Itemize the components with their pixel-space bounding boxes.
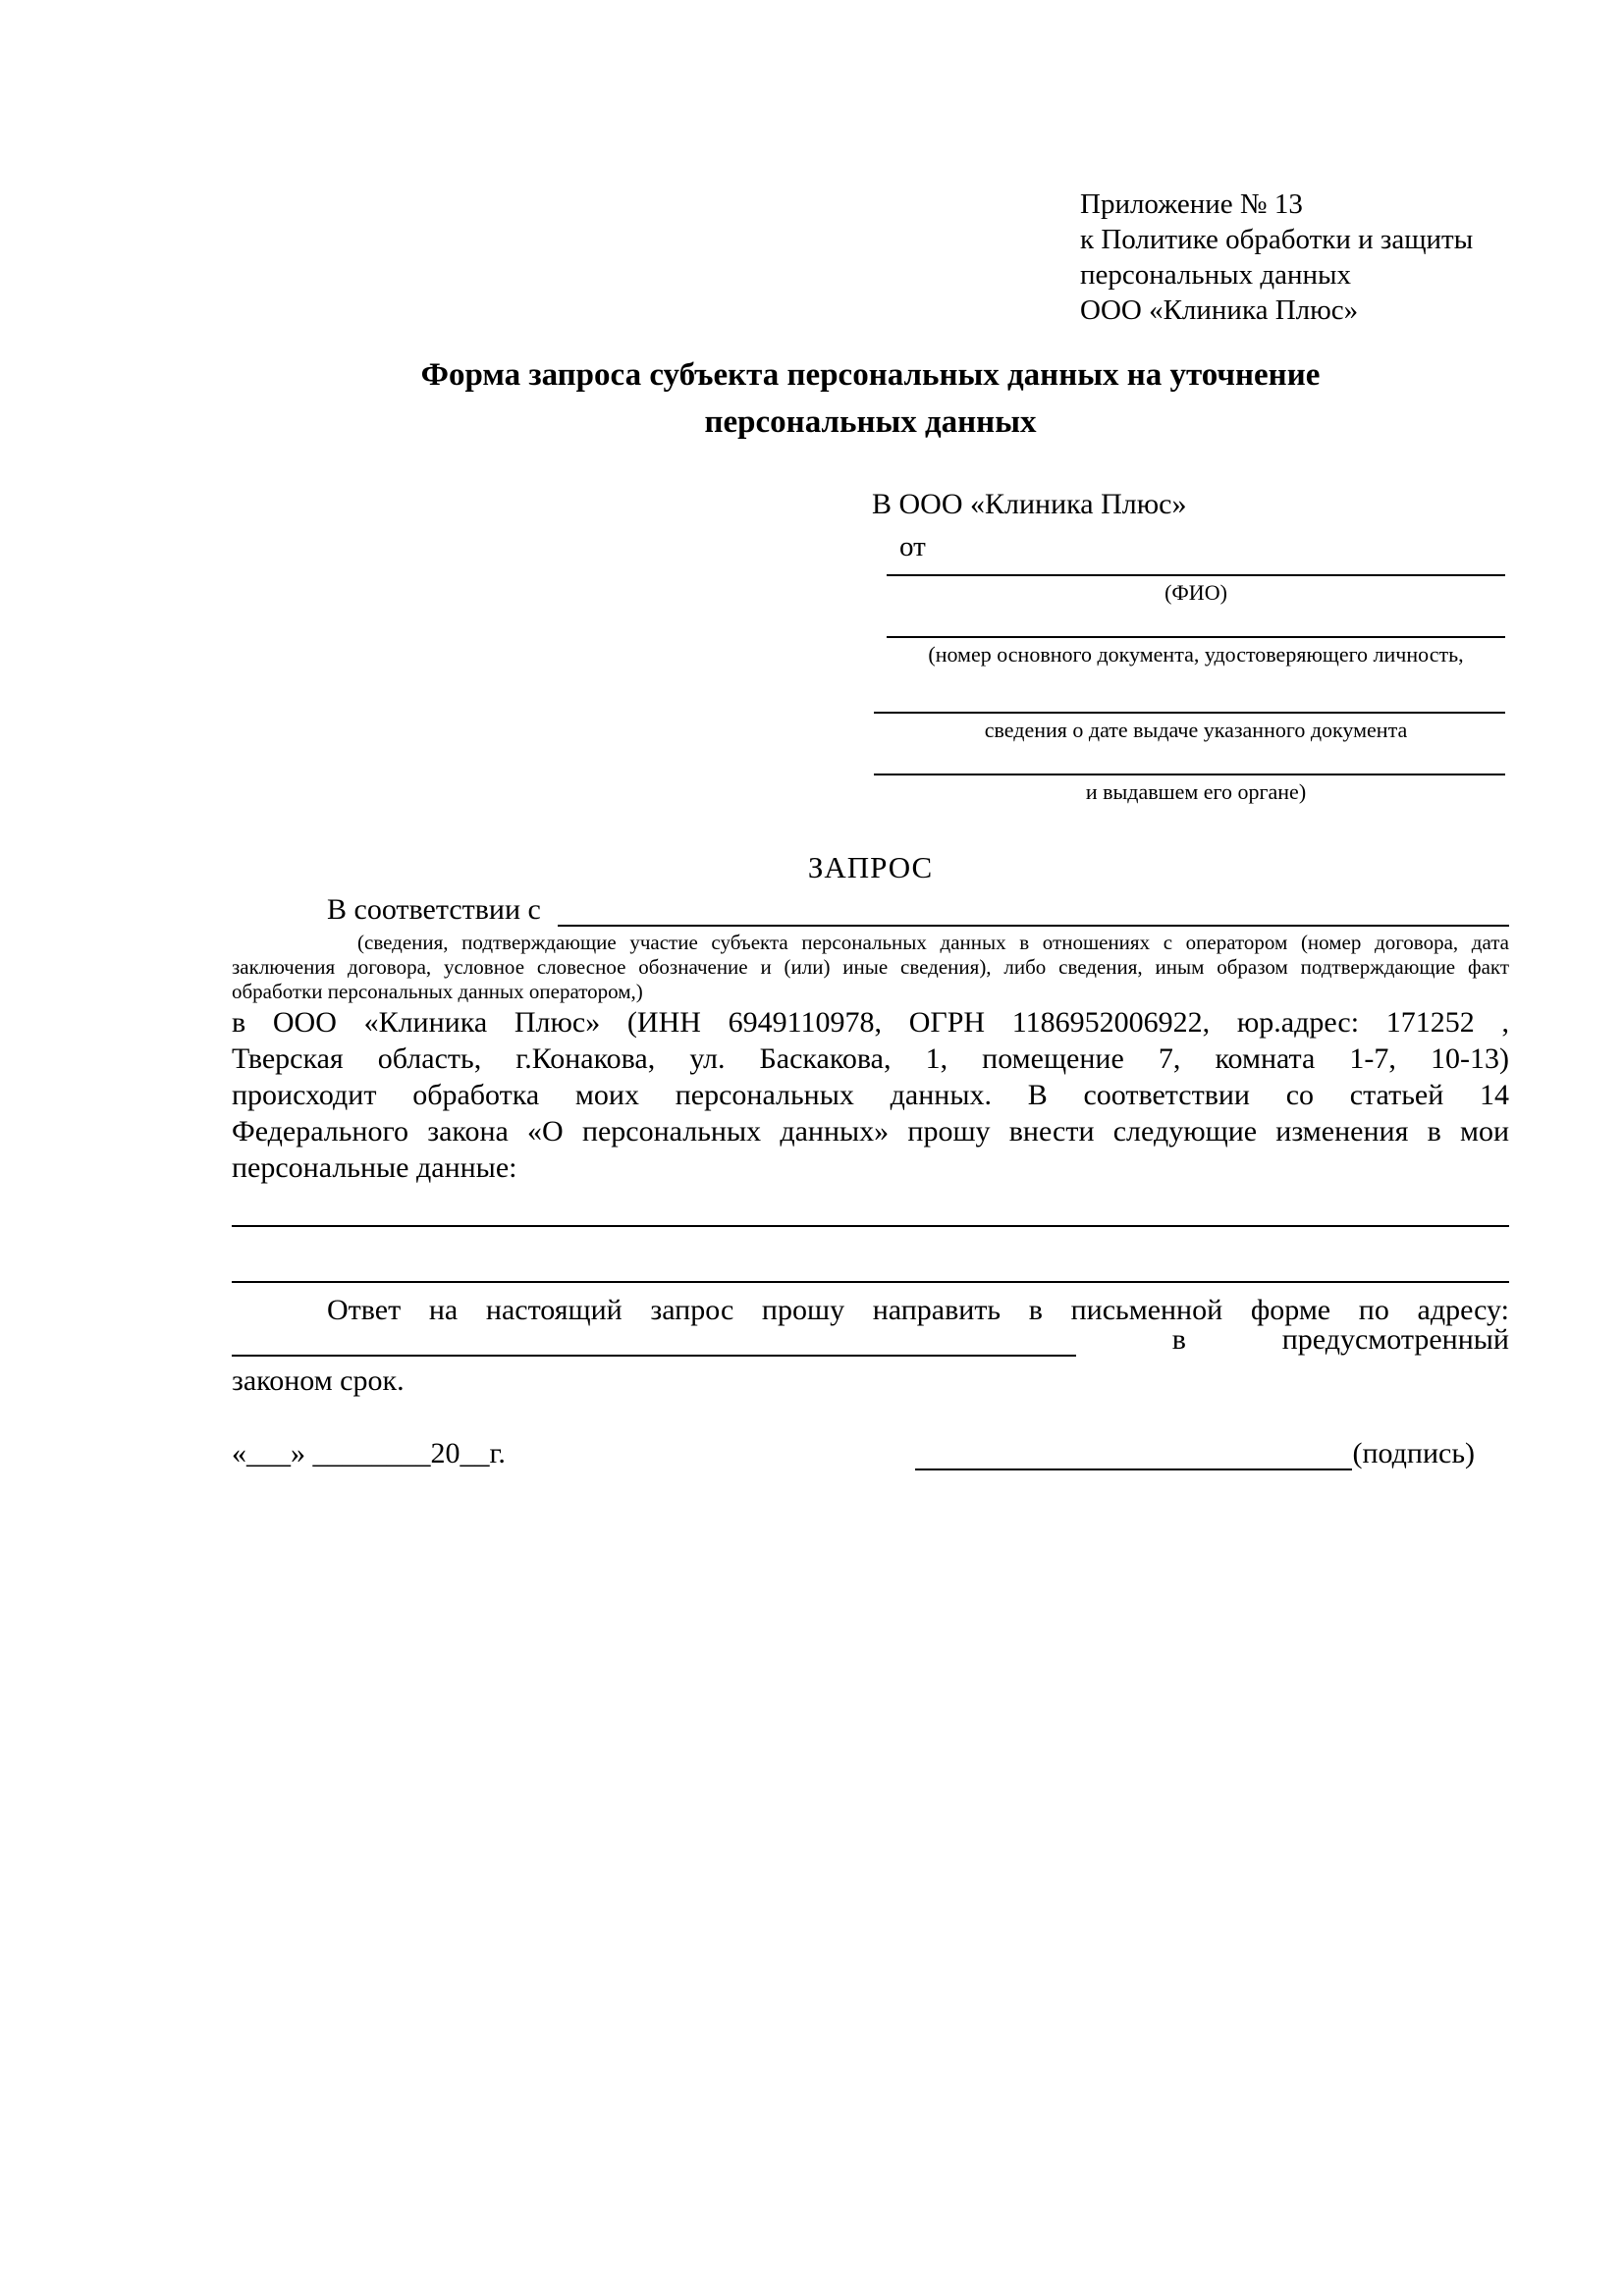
signature-caption: (подпись) bbox=[1352, 1437, 1475, 1469]
signature-blank-line bbox=[915, 1437, 1352, 1470]
reply-tail: законом срок. bbox=[232, 1364, 405, 1397]
form-title-line-2: персональных данных bbox=[704, 404, 1037, 440]
note-line: обработки персональных данных оператором,) bbox=[232, 980, 643, 1003]
accordance-prefix: В соответствии с bbox=[327, 893, 549, 926]
issue-date-blank-line bbox=[874, 712, 1505, 714]
body-line: происходит обработка моих персональных данных. В соответствии со статьей 14 bbox=[232, 1079, 1509, 1111]
issuing-authority-blank-line bbox=[874, 774, 1505, 775]
reply-word-term: предусмотренный bbox=[1281, 1323, 1509, 1356]
request-heading: ЗАПРОС bbox=[807, 850, 934, 884]
body-line: Тверская область, г.Конакова, ул. Баскакова, 1, помещение 7, комната 1-7, 10-13) bbox=[232, 1042, 1509, 1075]
appendix-header bbox=[1080, 187, 1473, 328]
note-line: (сведения, подтверждающие участие субъекта персональных данных в отношениях с оператором (номер договора, дата bbox=[357, 931, 1509, 954]
body-text bbox=[232, 1004, 1509, 1186]
form-title-line-1: Форма запроса субъекта персональных данных на уточнение bbox=[420, 357, 1321, 393]
accordance-blank-line bbox=[558, 891, 1509, 927]
note-text bbox=[232, 931, 1509, 1004]
changes-blank-line-2 bbox=[232, 1281, 1509, 1283]
changes-blank-line-1 bbox=[232, 1225, 1509, 1227]
appendix-header-line: к Политике обработки и защиты bbox=[1080, 224, 1474, 255]
appendix-header-line: Приложение № 13 bbox=[1080, 188, 1303, 220]
fio-blank-line bbox=[887, 574, 1505, 576]
appendix-header-line: ООО «Клиника Плюс» bbox=[1080, 294, 1359, 326]
body-line: персональные данные: bbox=[232, 1151, 517, 1184]
recipient-org: В ООО «Клиника Плюс» bbox=[872, 488, 1187, 520]
reply-word-v: в bbox=[1171, 1323, 1186, 1356]
from-label: от bbox=[899, 531, 926, 562]
fio-caption: (ФИО) bbox=[1164, 580, 1227, 605]
accordance-row bbox=[232, 893, 1509, 927]
footer-row bbox=[232, 1439, 1475, 1470]
document-number-caption: (номер основного документа, удостоверяющего личность, bbox=[928, 642, 1464, 667]
document-number-blank-line bbox=[887, 636, 1505, 638]
reply-address-row bbox=[232, 1323, 1509, 1357]
body-line: в ООО «Клиника Плюс» (ИНН 6949110978, ОГРН 1186952006922, юр.адрес: 171252 , bbox=[232, 1006, 1509, 1039]
reply-text: Ответ на настоящий запрос прошу направить в письменной форме по адресу: bbox=[327, 1294, 1509, 1326]
appendix-header-line: персональных данных bbox=[1080, 259, 1352, 291]
issuing-authority-caption: и выдавшем его органе) bbox=[1085, 779, 1307, 804]
address-blank-line bbox=[232, 1325, 1076, 1357]
note-line: заключения договора, условное словесное обозначение и (или) иные сведения), либо сведения, иным образом подтверждающие факт bbox=[232, 955, 1509, 979]
issue-date-caption: сведения о дате выдаче указанного документа bbox=[984, 718, 1408, 742]
form-title bbox=[232, 351, 1509, 446]
date-blank: «___» ________20__г. bbox=[232, 1437, 506, 1469]
body-line: Федерального закона «О персональных данных» прошу внести следующие изменения в мои bbox=[232, 1115, 1509, 1148]
signature-block bbox=[915, 1439, 1475, 1470]
